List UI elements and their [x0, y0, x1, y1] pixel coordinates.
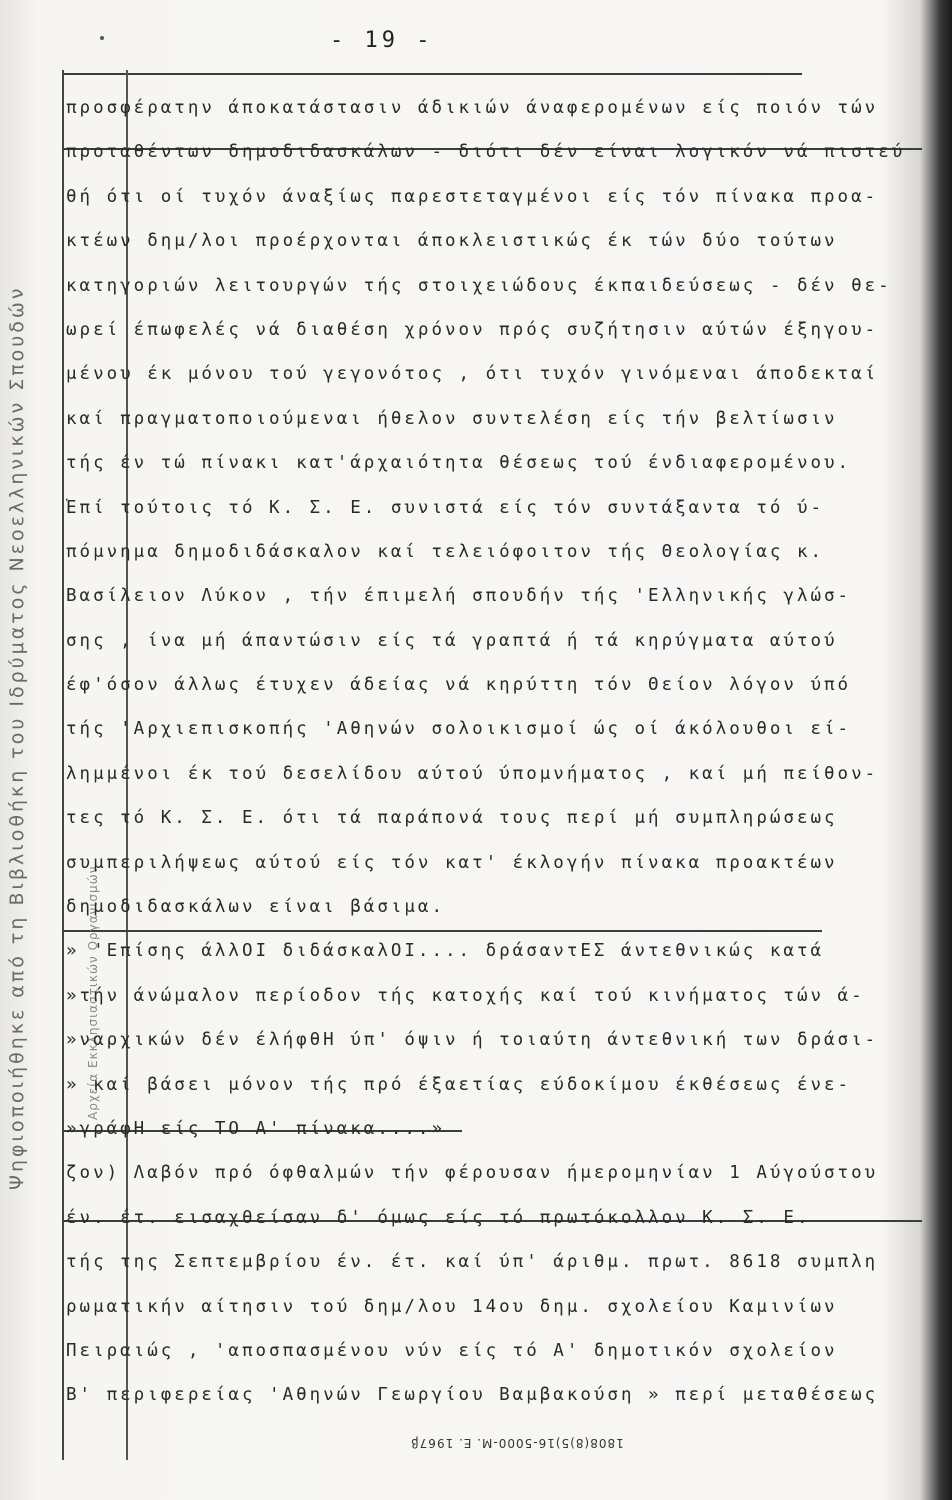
text-line: έφ'όσον άλλως έτυχεν άδείας νά κηρύττη τόν Θείον λόγον ύπό	[66, 675, 852, 696]
text-line: ρωματικήν αίτησιν τού δημ/λου 14ου δημ. σχολείου Καμινίων	[66, 1296, 838, 1317]
text-line: Πειραιώς , 'αποσπασμένου νύν είς τό Α' δημοτικόν σχολείον	[66, 1340, 838, 1361]
text-line: τής της Σεπτεμβρίου έν. έτ. καί ύπ' άριθμ. πρωτ. 8618 συμπλη	[66, 1252, 879, 1273]
text-line: καί πραγματοποιούμεναι ήθελον συντελέση είς τήν βελτίωσιν	[66, 408, 838, 429]
text-line: έν. έτ. εισαχθείσαν δ' όμως είς τό πρωτόκολλον Κ. Σ. Ε.	[66, 1207, 811, 1228]
text-line: κτέων δημ/λοι προέρχονται άποκλειστικώς έκ τών δύο τούτων	[66, 231, 838, 252]
text-line: Έπί τούτοις τό Κ. Σ. Ε. συνιστά είς τόν συντάξαντα τό ύ-	[66, 497, 825, 518]
text-line: λημμένοι έκ τού δεσελίδου αύτού ύπομνήματος , καί μή πείθον-	[66, 763, 879, 784]
text-line: ζον) Λαβόν πρό όφθαλμών τήν φέρουσαν ήμερομηνίαν 1 Αύγούστου	[66, 1163, 879, 1184]
text-line: »τήν άνώμαλον περίοδον τής κατοχής καί τού κινήματος τών ά-	[66, 985, 865, 1006]
archive-watermark-stamp: Ψηφιοποιήθηκε από τη Βιβλιοθήκη του Ιδρύματος Νεοελληνικών Σπουδών	[6, 285, 28, 1190]
text-line: Βασίλειον Λύκον , τήν έπιμελή σπουδήν τής 'Ελληνικής γλώσ-	[66, 586, 852, 607]
text-line: »γράφΗ είς ΤΟ Α' πίνακα....»	[66, 1118, 446, 1139]
text-line: τής έν τώ πίνακι κατ'άρχαιότητα θέσεως τού ένδιαφερομένου.	[66, 453, 852, 474]
text-line: συμπεριλήψεως αύτού είς τόν κατ' έκλογήν πίνακα προακτέων	[66, 852, 838, 873]
text-line: » 'Επίσης άλλΟΙ διδάσκαλΟΙ.... δράσαντΕΣ άντεθνικώς κατά	[66, 941, 825, 962]
archive-watermark-small: Αρχεία Εκκλησιαστικών Οργανισμών	[86, 865, 100, 1120]
text-line: μένου έκ μόνου τού γεγονότος , ότι τυχόν γινόμεναι άποδεκταί	[66, 364, 879, 385]
text-line: »ναρχικών δέν έλήφθΗ ύπ' όψιν ή τοιαύτη άντεθνική των δράσι-	[66, 1030, 879, 1051]
text-line: ωρεί έπωφελές νά διαθέση χρόνον πρός συζήτησιν αύτών έξηγου-	[66, 319, 879, 340]
text-line: δημοδιδασκάλων είναι βάσιμα.	[66, 897, 446, 918]
top-rule	[62, 73, 802, 75]
text-line: κατηγοριών λειτουργών τής στοιχειώδους έκπαιδεύσεως - δέν θε-	[66, 275, 892, 296]
text-line: Β' περιφερείας 'Αθηνών Γεωργίου Βαμβακούση » περί μεταθέσεως	[66, 1385, 879, 1406]
text-line: τής 'Αρχιεπισκοπής 'Αθηνών σολοικισμοί ώς οί άκόλουθοι εί-	[66, 719, 852, 740]
text-line: σης , ίνα μή άπαντώσιν είς τά γραπτά ή τά κηρύγματα αύτού	[66, 630, 838, 651]
text-line: θή ότι οί τυχόν άναξίως παρεστεταγμένοι είς τόν πίνακα προα-	[66, 186, 879, 207]
document-body	[66, 86, 906, 1418]
page-number: - 19 -	[330, 28, 434, 53]
text-line: προσφέρατην άποκατάστασιν άδικιών άναφερομένων είς ποιόν τών	[66, 98, 879, 118]
margin-line-outer	[62, 70, 64, 1460]
print-footer-code: 1808(8)5)16-5000-Μ. Ε. 1967β	[410, 1436, 624, 1450]
ink-dot	[100, 36, 104, 40]
text-line: » καί βάσει μόνον τής πρό έξαετίας εύδοκίμου έκθέσεως ένε-	[66, 1074, 852, 1095]
text-line: προταθέντων δημοδιδασκάλων - διότι δέν είναι λογικόν νά πιστεύ	[66, 142, 906, 163]
text-line: τες τό Κ. Σ. Ε. ότι τά παράπονά τους περί μή συμπληρώσεως	[66, 808, 838, 829]
text-line: πόμνημα δημοδιδάσκαλον καί τελειόφοιτον τής Θεολογίας κ.	[66, 541, 825, 562]
